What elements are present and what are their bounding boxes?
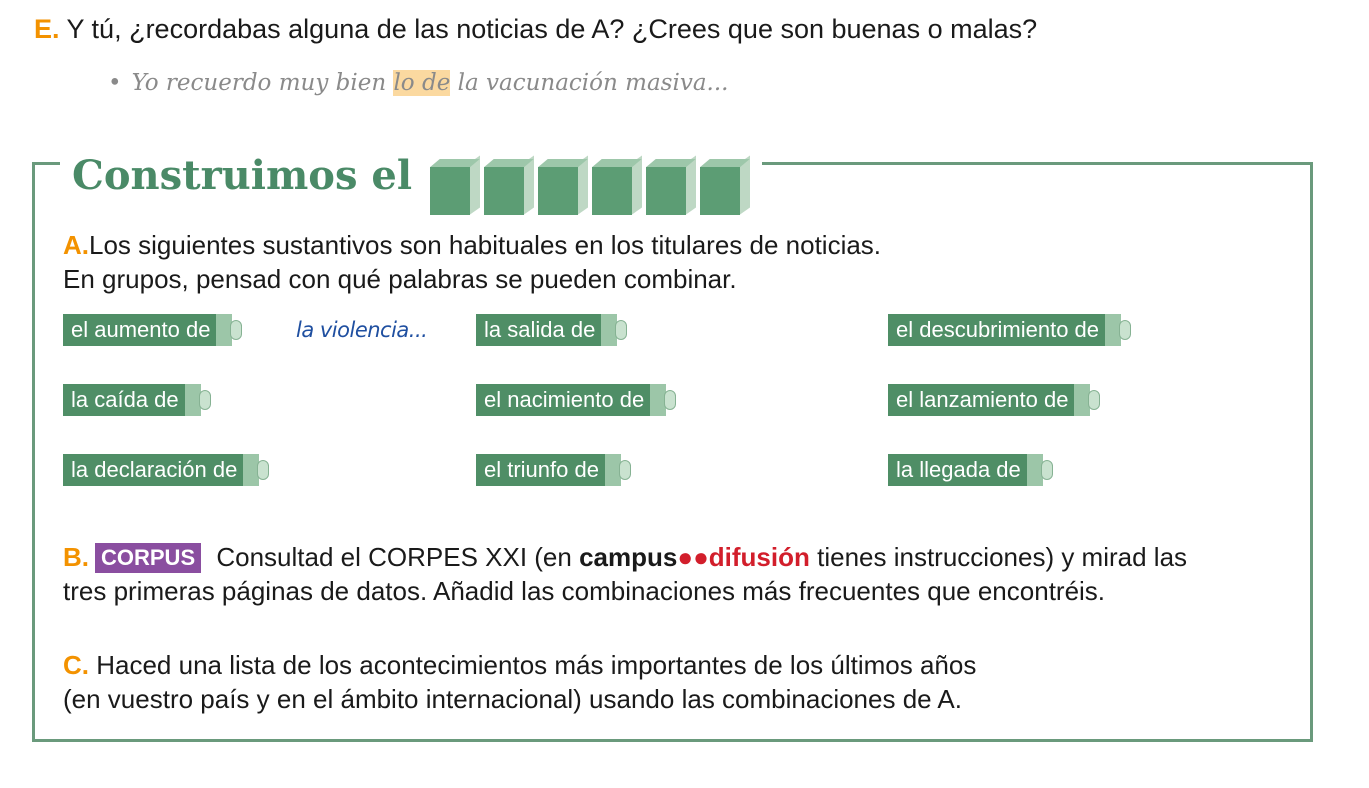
example-text-after: la vacunación masiva... — [457, 70, 729, 96]
exercise-c-line2: (en vuestro país y en el ámbito internacional) usando las combinaciones de A. — [63, 684, 962, 714]
example-highlight: lo de — [393, 70, 451, 96]
noun-tag — [476, 454, 607, 486]
lexico-block-icon — [646, 157, 696, 215]
exercise-e-example — [108, 70, 728, 96]
noun-tag — [888, 454, 1029, 486]
noun-tag — [63, 314, 218, 346]
exercise-a-letter: A. — [63, 230, 89, 260]
lexico-block-icon — [430, 157, 480, 215]
exercise-a-line2: En grupos, pensad con qué palabras se pueden combinar. — [63, 264, 737, 294]
exercise-c — [63, 648, 976, 716]
exercise-a-line1: Los siguientes sustantivos son habituales en los titulares de noticias. — [89, 230, 882, 260]
noun-tag — [63, 384, 187, 416]
exercise-b-text-after: tienes instrucciones) y mirad las — [817, 542, 1188, 572]
exercise-c-letter: C. — [63, 650, 89, 680]
plug-icon — [1105, 314, 1137, 346]
noun-tag-label: el triunfo de — [484, 457, 599, 482]
campus-word: campus — [579, 542, 678, 572]
exercise-c-line1: Haced una lista de los acontecimientos más importantes de los últimos años — [96, 650, 977, 680]
exercise-b-line2: tres primeras páginas de datos. Añadid las combinaciones más frecuentes que encontréis. — [63, 576, 1106, 606]
plug-icon — [216, 314, 248, 346]
noun-tag — [476, 384, 652, 416]
exercise-b-text-before: Consultad el CORPES XXI (en — [216, 542, 572, 572]
noun-tag-label: el nacimiento de — [484, 387, 645, 412]
noun-tag-label: el descubrimiento de — [896, 317, 1100, 342]
noun-tag — [476, 314, 603, 346]
exercise-b — [63, 540, 1187, 608]
noun-tag-label: la declaración de — [71, 457, 238, 482]
plug-icon — [605, 454, 637, 486]
section-header — [60, 135, 762, 215]
noun-tag — [63, 454, 245, 486]
noun-tag — [888, 314, 1107, 346]
lexico-block-icon — [484, 157, 534, 215]
noun-tag — [888, 384, 1076, 416]
bullet-icon: • — [108, 70, 122, 96]
plug-icon — [1074, 384, 1106, 416]
exercise-b-letter: B. — [63, 542, 89, 572]
difusion-word: difusión — [708, 542, 810, 572]
plug-icon — [1027, 454, 1059, 486]
noun-tag-label: el lanzamiento de — [896, 387, 1069, 412]
plug-icon — [243, 454, 275, 486]
lexico-block-icon — [700, 157, 750, 215]
corpus-badge: CORPUS — [95, 543, 201, 573]
lexico-logo — [430, 135, 750, 215]
exercise-e-question: Y tú, ¿recordabas alguna de las noticias de A? ¿Crees que son buenas o malas? — [66, 14, 1038, 44]
noun-tag-label: la salida de — [484, 317, 596, 342]
noun-tag-label: la caída de — [71, 387, 179, 412]
people-icon: ●● — [677, 542, 709, 572]
plug-icon — [650, 384, 682, 416]
noun-tag-label: la llegada de — [896, 457, 1021, 482]
example-text-before: Yo recuerdo muy bien — [131, 70, 387, 96]
plug-icon — [185, 384, 217, 416]
exercise-a — [63, 228, 881, 296]
section-title: Construimos el — [72, 151, 413, 199]
campus-difusion-logo — [579, 542, 810, 572]
lexico-block-icon — [538, 157, 588, 215]
noun-tag-label: el aumento de — [71, 317, 211, 342]
exercise-e — [34, 14, 1037, 45]
plug-icon — [601, 314, 633, 346]
handwritten-note: la violencia... — [296, 318, 428, 342]
exercise-e-letter: E. — [34, 14, 60, 44]
lexico-block-icon — [592, 157, 642, 215]
